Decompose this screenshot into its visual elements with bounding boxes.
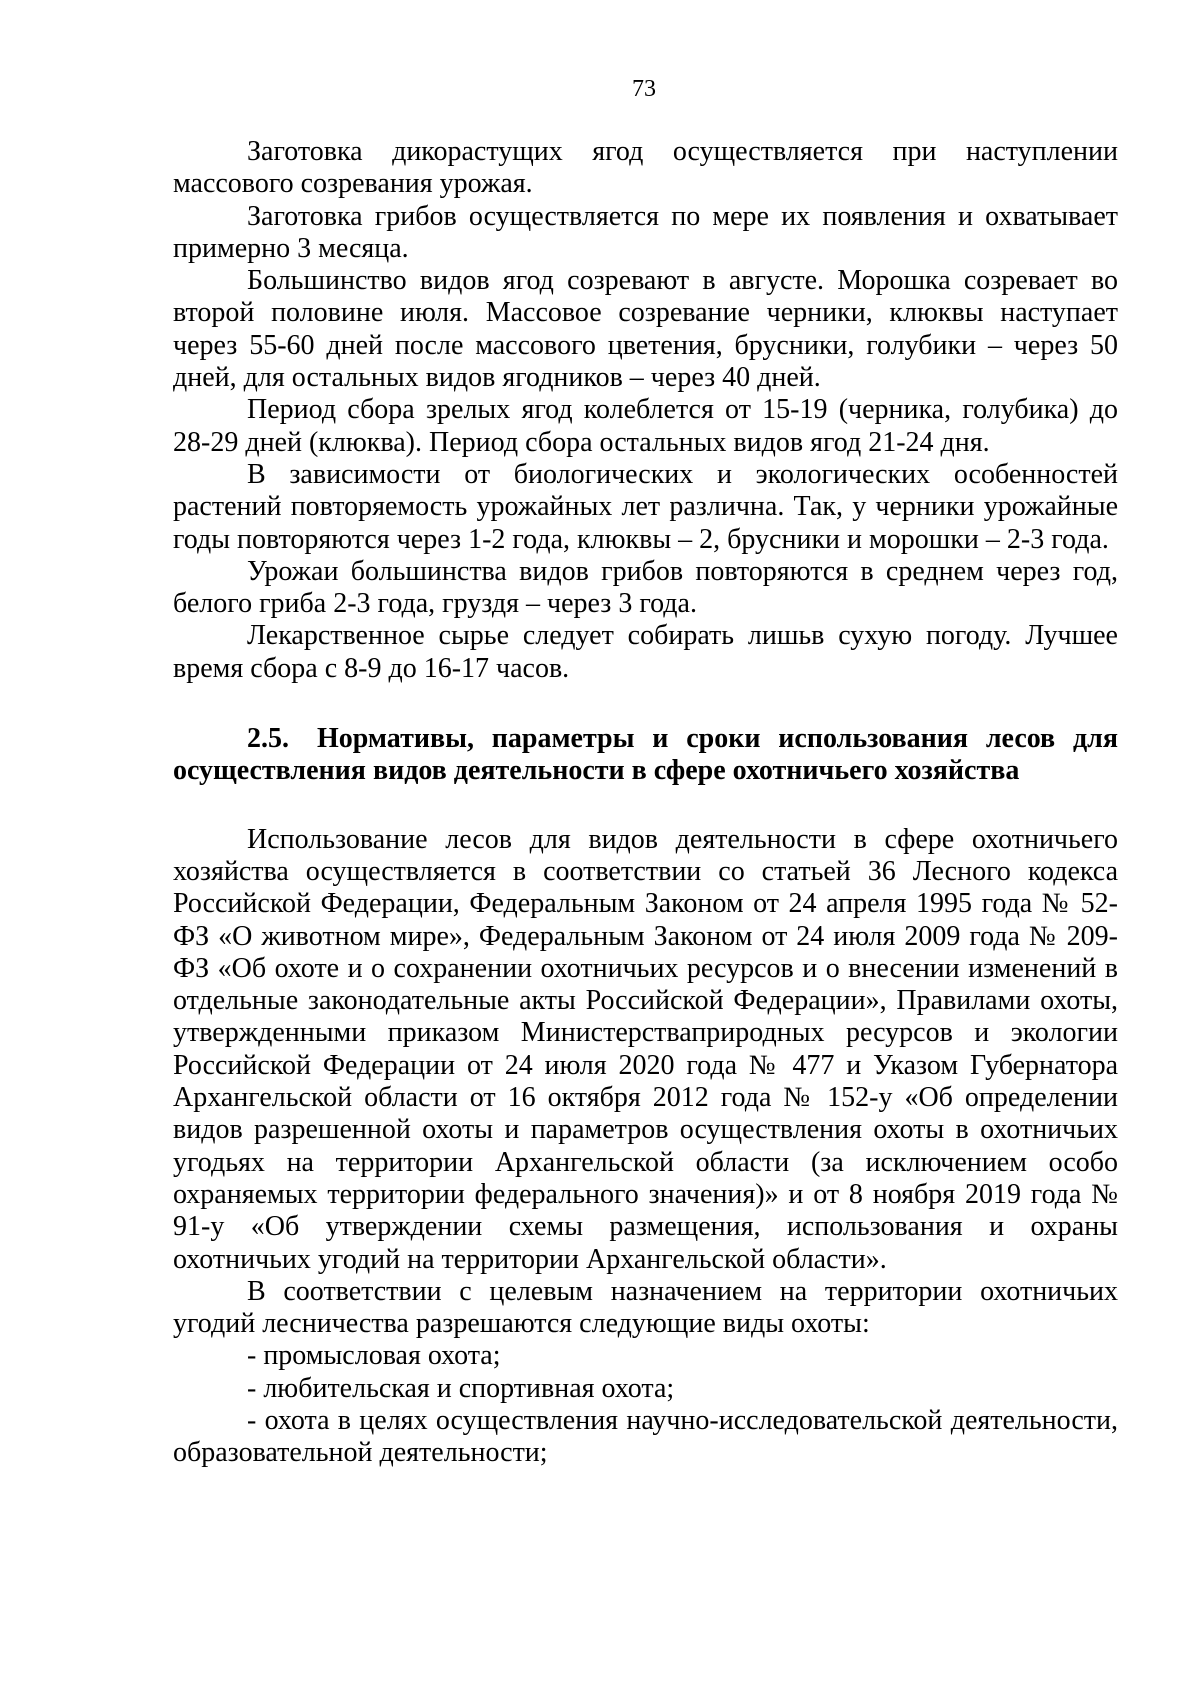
paragraph: Заготовка грибов осуществляется по мере их появления и охватывает примерно 3 месяца. [173,200,1118,264]
paragraph: Урожаи большинства видов грибов повторяются в среднем через год, белого гриба 2-3 года, груздя – через 3 года. [173,555,1118,620]
page-number: 73 [632,76,656,102]
list-item: - охота в целях осуществления научно-исследовательской деятельности, образовательной деятельности; [173,1404,1118,1469]
list-item: - любительская и спортивная охота; [247,1372,675,1404]
paragraph: Лекарственное сырье следует собирать лишьв сухую погоду. Лучшее время сбора с 8-9 до 16-17 часов. [173,620,1118,684]
paragraph: Большинство видов ягод созревают в августе. Морошка созревает во второй половине июля. Массовое созревание черники, клюквы наступает через 55-60 дней после массового цветения, брусники, голубики – через 50 дней, для остальных видов ягодников – через 40 дней. [173,265,1118,394]
paragraph: В соответствии с целевым назначением на территории охотничьих угодий лесничества разрешаются следующие виды охоты: [173,1275,1118,1340]
section-title: Нормативы, параметры и сроки использования лесов для осуществления видов деятельности в сфере охотничьего хозяйства [173,723,1118,787]
paragraph: Использование лесов для видов деятельности в сфере охотничьего хозяйства осуществляется в соответствии со статьей 36 Лесного кодекса Российской Федерации, Федеральным Законом от 24 апреля 1995 года № 52-ФЗ «О животном мире», Федеральным Законом от 24 июля 2009 года № 209-ФЗ «Об охоте и о сохранении охотничьих ресурсов и о внесении изменений в отдельные законодательные акты Российской Федерации», Правилами охоты, утвержденными приказом Министерстваприродных ресурсов и экологии Российской Федерации от 24 июля 2020 года № 477 и Указом Губернатора Архангельской области от 16 октября 2012 года № 152-у «Об определении видов разрешенной охоты и параметров осуществления охоты в охотничьих угодьях на территории Архангельской области (за исключением особо охраняемых территории федерального значения)» и от 8 ноября 2019 года № 91-у «Об утверждении схемы размещения, использования и охраны охотничьих угодий на территории Архангельской области». [173,823,1118,1275]
paragraph: Период сбора зрелых ягод колеблется от 15-19 (черника, голубика) до 28-29 дней (клюква). Период сбора остальных видов ягод 21-24 дня. [173,394,1118,458]
paragraph: В зависимости от биологических и экологических особенностей растений повторяемость урожайных лет различна. Так, у черники урожайные годы повторяются через 1-2 года, клюквы – 2, брусники и морошки – 2-3 года. [173,458,1118,555]
page-body [173,136,1118,1470]
section-heading [173,723,1118,788]
section-number: 2.5. [247,723,289,755]
list-item: - промысловая охота; [247,1340,501,1372]
paragraph: Заготовка дикорастущих ягод осуществляется при наступлении массового созревания урожая. [173,136,1118,200]
